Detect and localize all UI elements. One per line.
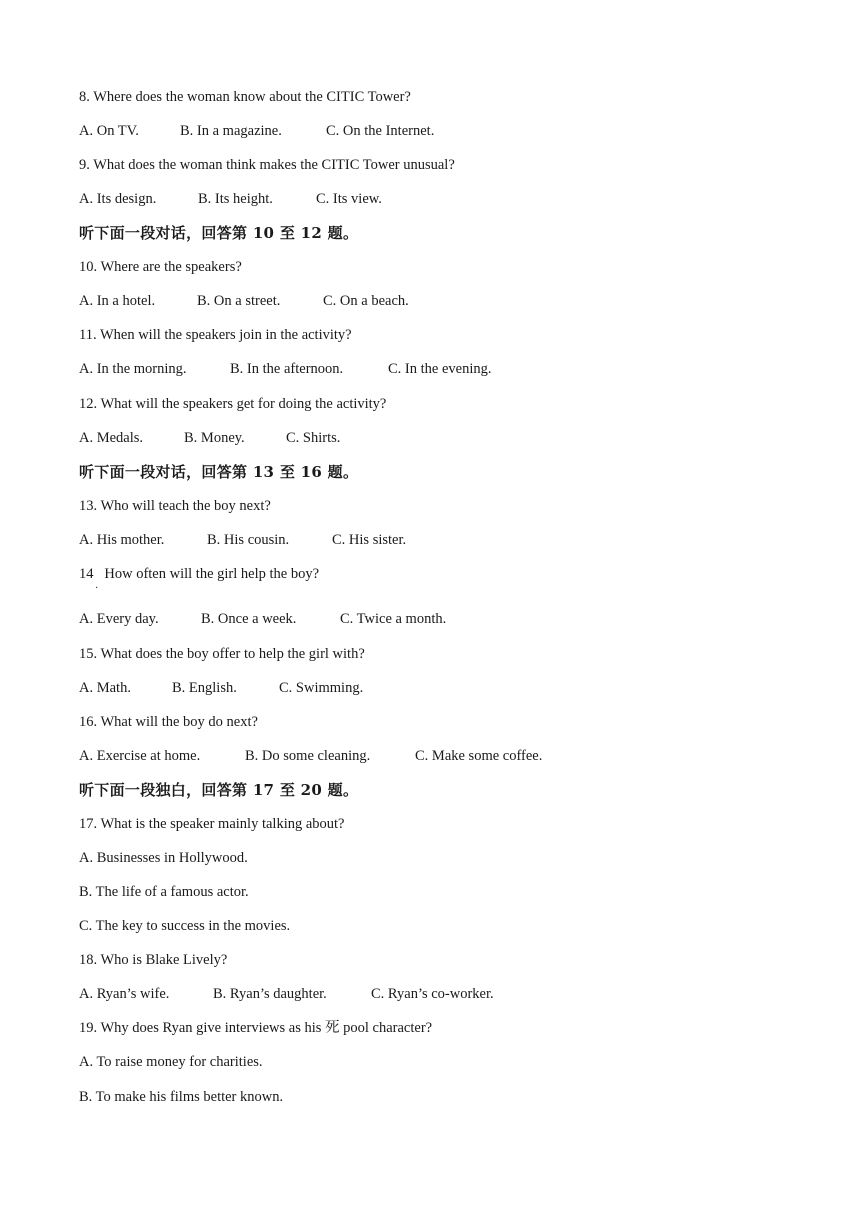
question-9: 9. What does the woman think makes the CITIC Tower unusual?	[79, 157, 455, 173]
option-8c: C. On the Internet.	[326, 123, 435, 139]
options-8	[79, 122, 434, 140]
option-18a: A. Ryan’s wife.	[79, 986, 170, 1002]
option-11c: C. In the evening.	[388, 361, 492, 377]
question-19: 19. Why does Ryan give interviews as his 死 pool character?	[79, 1020, 433, 1036]
option-10a: A. In a hotel.	[79, 293, 156, 309]
question-13: 13. Who will teach the boy next?	[79, 498, 271, 514]
options-11	[79, 360, 492, 378]
option-9b: B. Its height.	[198, 191, 273, 207]
option-14c: C. Twice a month.	[340, 611, 447, 627]
option-15c: C. Swimming.	[279, 680, 364, 696]
option-12b: B. Money.	[184, 430, 245, 446]
option-8a: A. On TV.	[79, 123, 139, 139]
section-heading-13-16: 听下面一段对话，回答第 13 至 16 题。	[79, 463, 359, 481]
question-17: 17. What is the speaker mainly talking about?	[79, 816, 345, 832]
option-16a: A. Exercise at home.	[79, 748, 201, 764]
option-12a: A. Medals.	[79, 430, 144, 446]
option-19b: B. To make his films better known.	[79, 1089, 284, 1105]
options-10	[79, 292, 409, 310]
option-10b: B. On a street.	[197, 293, 281, 309]
option-17b: B. The life of a famous actor.	[79, 884, 249, 900]
option-13c: C. His sister.	[332, 532, 407, 548]
option-9a: A. Its design.	[79, 191, 157, 207]
options-15	[79, 679, 363, 697]
option-16b: B. Do some cleaning.	[245, 748, 371, 764]
option-15a: A. Math.	[79, 680, 131, 696]
options-12	[79, 429, 340, 447]
option-14b: B. Once a week.	[201, 611, 297, 627]
option-11b: B. In the afternoon.	[230, 361, 344, 377]
option-11a: A. In the morning.	[79, 361, 187, 377]
options-16	[79, 747, 542, 765]
option-19a: A. To raise money for charities.	[79, 1054, 263, 1070]
question-12: 12. What will the speakers get for doing the activity?	[79, 396, 387, 412]
option-10c: C. On a beach.	[323, 293, 409, 309]
option-14a: A. Every day.	[79, 611, 159, 627]
question-10: 10. Where are the speakers?	[79, 259, 242, 275]
option-17a: A. Businesses in Hollywood.	[79, 850, 248, 866]
options-13	[79, 531, 406, 549]
option-18c: C. Ryan’s co-worker.	[371, 986, 494, 1002]
options-18	[79, 985, 494, 1003]
question-11: 11. When will the speakers join in the activity?	[79, 327, 352, 343]
option-18b: B. Ryan’s daughter.	[213, 986, 327, 1002]
section-heading-10-12: 听下面一段对话，回答第 10 至 12 题。	[79, 224, 359, 242]
option-15b: B. English.	[172, 680, 237, 696]
option-17c: C. The key to success in the movies.	[79, 918, 291, 934]
question-16: 16. What will the boy do next?	[79, 714, 258, 730]
option-13b: B. His cousin.	[207, 532, 290, 548]
section-heading-17-20: 听下面一段独白，回答第 17 至 20 题。	[79, 781, 359, 799]
option-13a: A. His mother.	[79, 532, 165, 548]
options-14	[79, 610, 446, 628]
question-14: 14 How often will the girl help the boy?	[79, 566, 320, 582]
question-15: 15. What does the boy offer to help the girl with?	[79, 646, 365, 662]
question-18: 18. Who is Blake Lively?	[79, 952, 228, 968]
option-9c: C. Its view.	[316, 191, 382, 207]
option-16c: C. Make some coffee.	[415, 748, 543, 764]
option-8b: B. In a magazine.	[180, 123, 282, 139]
option-12c: C. Shirts.	[286, 430, 341, 446]
options-9	[79, 190, 382, 208]
question-8: 8. Where does the woman know about the CITIC Tower?	[79, 89, 411, 105]
stray-mark: ·	[95, 583, 99, 594]
